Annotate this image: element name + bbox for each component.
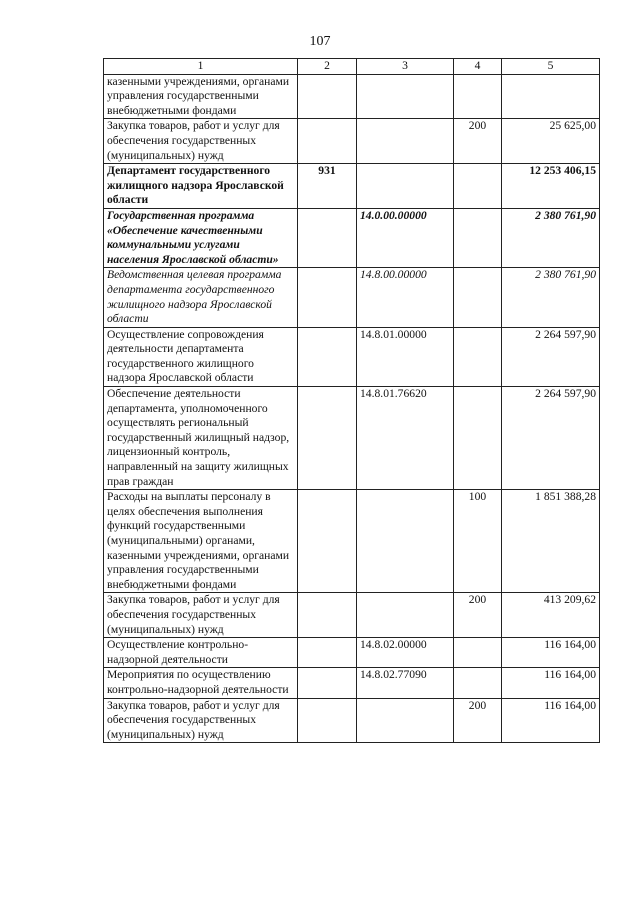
row-ministry-code bbox=[298, 387, 357, 490]
row-name: Мероприятия по осуществлению контрольно-надзорной деятельности bbox=[104, 668, 298, 698]
row-name: Обеспечение деятельности департамента, уполномоченного осуществлять региональный государственный жилищный надзор, лицензионный контроль, направленный на защиту жилищных прав граждан bbox=[104, 387, 298, 490]
row-name: Закупка товаров, работ и услуг для обеспечения государственных (муниципальных) нужд bbox=[104, 119, 298, 164]
row-target-code bbox=[357, 698, 454, 743]
row-target-code bbox=[357, 490, 454, 593]
row-ministry-code bbox=[298, 698, 357, 743]
row-expense-type: 200 bbox=[454, 698, 502, 743]
row-expense-type: 200 bbox=[454, 119, 502, 164]
row-target-code: 14.8.00.00000 bbox=[357, 268, 454, 327]
row-target-code: 14.8.02.77090 bbox=[357, 668, 454, 698]
row-expense-type: 100 bbox=[454, 490, 502, 593]
header-col-4: 4 bbox=[454, 59, 502, 75]
row-ministry-code bbox=[298, 593, 357, 638]
table-row bbox=[104, 164, 600, 209]
row-ministry-code bbox=[298, 74, 357, 119]
row-amount: 116 164,00 bbox=[502, 638, 600, 668]
row-name: Департамент государственного жилищного надзора Ярославской области bbox=[104, 164, 298, 209]
row-target-code bbox=[357, 593, 454, 638]
row-amount: 116 164,00 bbox=[502, 668, 600, 698]
row-ministry-code bbox=[298, 668, 357, 698]
row-target-code bbox=[357, 119, 454, 164]
header-col-3: 3 bbox=[357, 59, 454, 75]
header-col-1: 1 bbox=[104, 59, 298, 75]
page-number: 107 bbox=[309, 34, 331, 49]
table-row bbox=[104, 327, 600, 386]
table-row bbox=[104, 668, 600, 698]
row-expense-type: 200 bbox=[454, 593, 502, 638]
table-row bbox=[104, 208, 600, 267]
row-ministry-code bbox=[298, 327, 357, 386]
header-row bbox=[104, 59, 600, 75]
row-expense-type bbox=[454, 668, 502, 698]
table-row bbox=[104, 74, 600, 119]
table-row bbox=[104, 387, 600, 490]
row-expense-type bbox=[454, 638, 502, 668]
row-expense-type bbox=[454, 208, 502, 267]
row-target-code: 14.8.02.00000 bbox=[357, 638, 454, 668]
table-row bbox=[104, 268, 600, 327]
row-ministry-code bbox=[298, 490, 357, 593]
row-name: Осуществление сопровождения деятельности департамента государственного жилищного надзора Ярославской области bbox=[104, 327, 298, 386]
row-ministry-code bbox=[298, 119, 357, 164]
header-col-2: 2 bbox=[298, 59, 357, 75]
table-row bbox=[104, 698, 600, 743]
table-row bbox=[104, 638, 600, 668]
row-amount: 2 380 761,90 bbox=[502, 208, 600, 267]
row-expense-type bbox=[454, 387, 502, 490]
budget-table bbox=[103, 58, 600, 743]
row-ministry-code bbox=[298, 638, 357, 668]
row-name: Государственная программа «Обеспечение качественными коммунальными услугами населения Ярославской области» bbox=[104, 208, 298, 267]
row-expense-type bbox=[454, 74, 502, 119]
row-amount: 2 380 761,90 bbox=[502, 268, 600, 327]
header-col-5: 5 bbox=[502, 59, 600, 75]
row-target-code bbox=[357, 74, 454, 119]
row-amount: 2 264 597,90 bbox=[502, 387, 600, 490]
row-ministry-code bbox=[298, 268, 357, 327]
row-expense-type bbox=[454, 164, 502, 209]
row-amount: 1 851 388,28 bbox=[502, 490, 600, 593]
row-name: казенными учреждениями, органами управления государственными внебюджетными фондами bbox=[104, 74, 298, 119]
row-name: Ведомственная целевая программа департамента государственного жилищного надзора Ярославской области bbox=[104, 268, 298, 327]
row-amount: 116 164,00 bbox=[502, 698, 600, 743]
row-amount: 413 209,62 bbox=[502, 593, 600, 638]
row-name: Осуществление контрольно-надзорной деятельности bbox=[104, 638, 298, 668]
row-ministry-code bbox=[298, 208, 357, 267]
row-name: Закупка товаров, работ и услуг для обеспечения государственных (муниципальных) нужд bbox=[104, 593, 298, 638]
row-amount bbox=[502, 74, 600, 119]
row-target-code bbox=[357, 164, 454, 209]
row-expense-type bbox=[454, 327, 502, 386]
row-amount: 12 253 406,15 bbox=[502, 164, 600, 209]
row-target-code: 14.8.01.00000 bbox=[357, 327, 454, 386]
row-name: Закупка товаров, работ и услуг для обеспечения государственных (муниципальных) нужд bbox=[104, 698, 298, 743]
table-row bbox=[104, 119, 600, 164]
table-row bbox=[104, 490, 600, 593]
row-amount: 25 625,00 bbox=[502, 119, 600, 164]
row-expense-type bbox=[454, 268, 502, 327]
row-target-code: 14.8.01.76620 bbox=[357, 387, 454, 490]
table-row bbox=[104, 593, 600, 638]
row-name: Расходы на выплаты персоналу в целях обеспечения выполнения функций государственными (муниципальными) органами, казенными учреждениями, органами управления государственными внебюджетными фондами bbox=[104, 490, 298, 593]
row-ministry-code: 931 bbox=[298, 164, 357, 209]
row-target-code: 14.0.00.00000 bbox=[357, 208, 454, 267]
row-amount: 2 264 597,90 bbox=[502, 327, 600, 386]
